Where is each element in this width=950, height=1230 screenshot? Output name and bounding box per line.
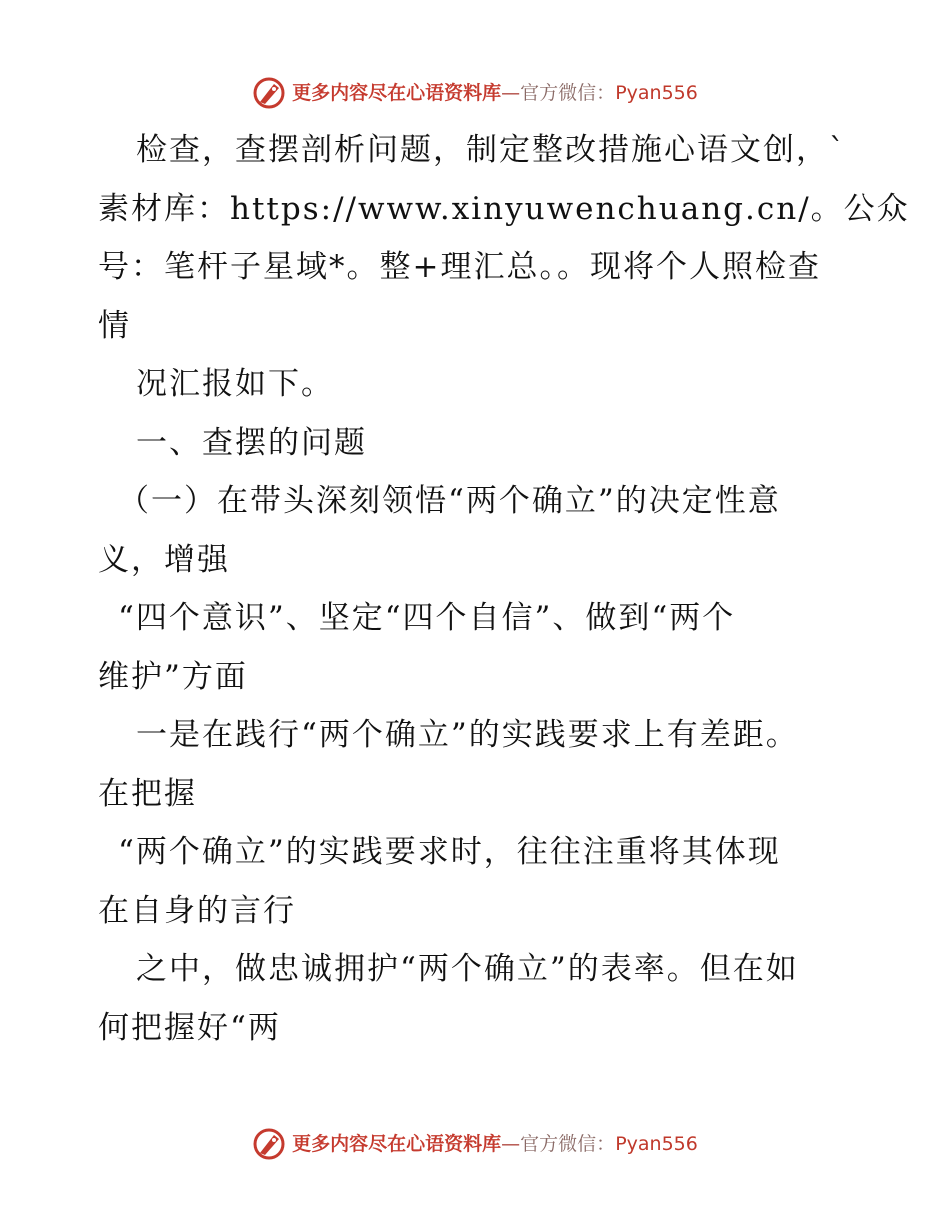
body-line: “两个确立”的实践要求时，往往注重将其体现 [118, 834, 781, 870]
watermark-wechat-id: Pyan556 [615, 82, 698, 104]
body-line: 之中，做忠诚拥护“两个确立”的表率。但在如 [136, 951, 799, 987]
body-line: 何把握好“两 [98, 1009, 281, 1046]
body-line: 在自身的言行 [98, 892, 296, 929]
watermark-brand: 更多内容尽在心语资料库 [292, 1133, 502, 1155]
body-line: 一是在践行“两个确立”的实践要求上有差距。 [136, 717, 799, 753]
document-body [98, 121, 910, 1057]
pen-nib-circle-icon [252, 76, 286, 110]
watermark-label: 官方微信： [520, 82, 616, 104]
watermark-wechat-id: Pyan556 [615, 1133, 698, 1155]
body-line: 况汇报如下。 [136, 366, 334, 402]
body-line: 在把握 [98, 775, 197, 812]
body-line: 情 [98, 307, 131, 344]
body-line: 号：笔杆子星域*。整+理汇总。。现将个人照检查 [98, 249, 821, 285]
watermark-separator: — [501, 1133, 521, 1155]
watermark-label: 官方微信： [520, 1133, 616, 1155]
section-heading: 一、查摆的问题 [136, 424, 367, 461]
watermark-separator: — [501, 82, 521, 104]
footer-watermark [0, 1127, 950, 1161]
body-line: 素材库：https://www.xinyuwenchuang.cn/。公众 [98, 190, 910, 227]
body-line: “四个意识”、坚定“四个自信”、做到“两个 [118, 600, 736, 636]
body-line: 检查，查摆剖析问题，制定整改措施心语文创，` [136, 132, 847, 168]
body-line: 义，增强 [98, 541, 230, 578]
watermark-brand: 更多内容尽在心语资料库 [292, 82, 502, 104]
header-watermark [0, 76, 950, 110]
pen-nib-circle-icon [252, 1127, 286, 1161]
body-line: 维护”方面 [98, 658, 248, 695]
subsection-heading: （一）在带头深刻领悟“两个确立”的决定性意 [118, 483, 781, 519]
